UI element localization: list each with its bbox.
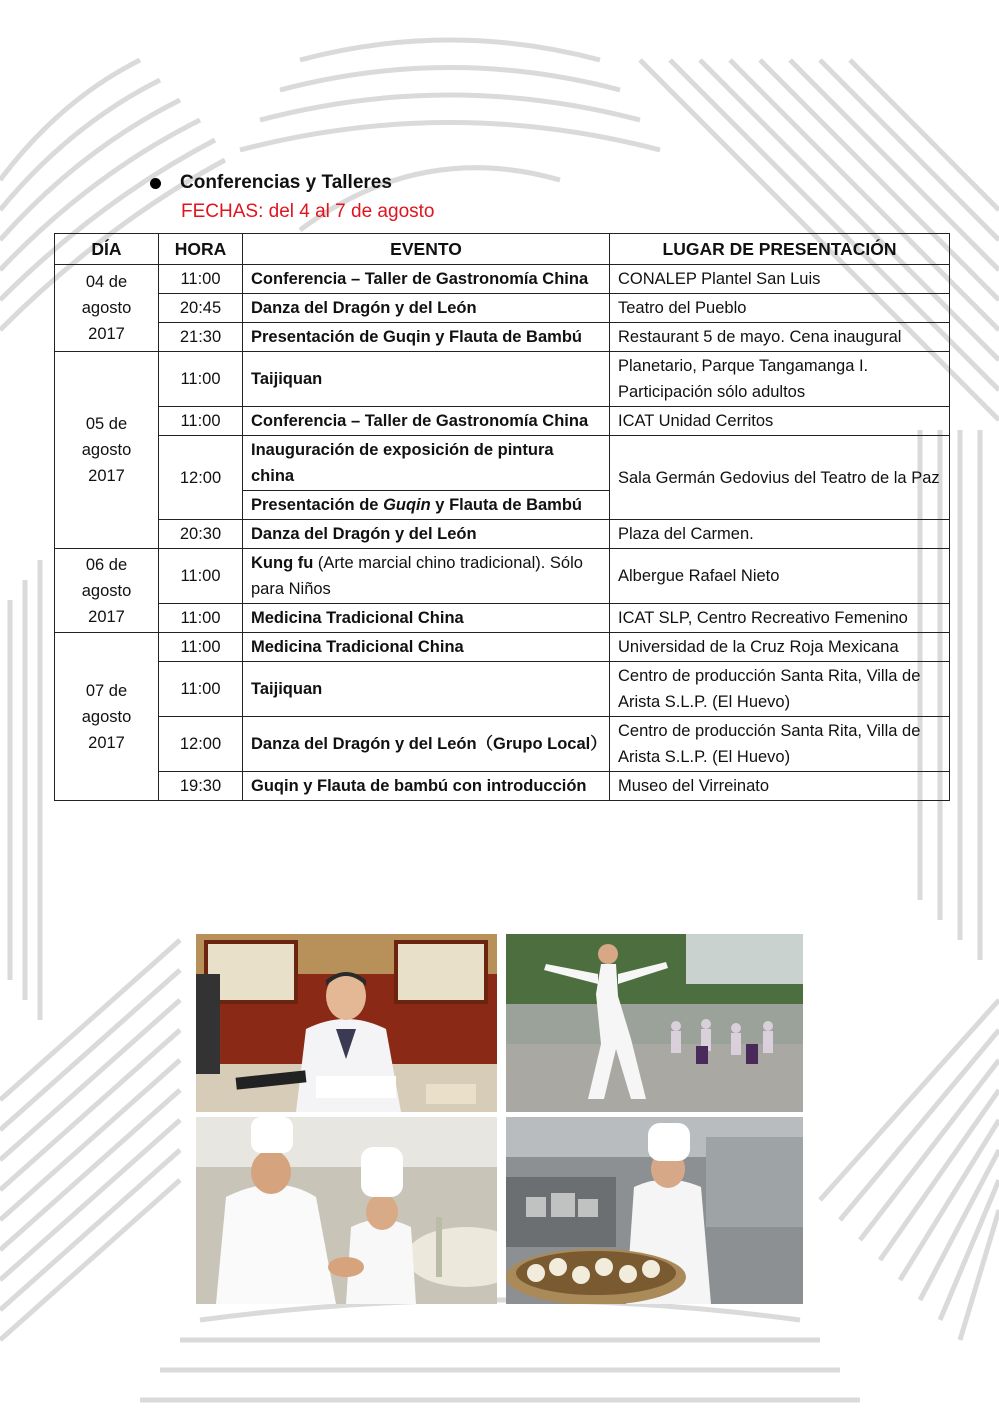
hora-cell: 12:00 xyxy=(159,436,243,520)
day-line: 2017 xyxy=(88,467,125,485)
hora-cell: 20:30 xyxy=(159,520,243,549)
chef-teaching-child-icon xyxy=(196,1117,497,1304)
day-line: 2017 xyxy=(88,607,125,626)
lugar-cell: Museo del Virreinato xyxy=(610,772,950,801)
table-row xyxy=(55,265,950,294)
evento-italic: Guqin xyxy=(383,496,431,514)
day-line: 2017 xyxy=(88,325,125,343)
header-dia: DÍA xyxy=(55,234,159,265)
day-line: 06 de xyxy=(85,555,128,574)
doctor-at-desk-icon xyxy=(196,934,497,1112)
table-header-row xyxy=(55,234,950,265)
table-row xyxy=(55,772,950,801)
evento-post: y Flauta de Bambú xyxy=(430,496,582,514)
table-row xyxy=(55,294,950,323)
schedule-table xyxy=(54,233,950,801)
table-row xyxy=(55,323,950,352)
hora-cell: 20:45 xyxy=(159,294,243,323)
evento-cell: Danza del Dragón y del León xyxy=(243,294,610,323)
evento-cell: Danza del Dragón y del León（Grupo Local） xyxy=(243,717,610,772)
table-row xyxy=(55,549,950,604)
chef-kitchen-photo xyxy=(506,1117,803,1304)
evento-cell: Medicina Tradicional China xyxy=(243,633,610,662)
lugar-cell: Teatro del Pueblo xyxy=(610,294,950,323)
evento-cell: Taijiquan xyxy=(243,352,610,407)
evento-cell: Presentación de Guqin y Flauta de Bambú xyxy=(243,323,610,352)
section-title: Conferencias y Talleres xyxy=(180,172,392,193)
lugar-cell: Restaurant 5 de mayo. Cena inaugural xyxy=(610,323,950,352)
table-row xyxy=(55,662,950,717)
lugar-cell: Albergue Rafael Nieto xyxy=(610,549,950,604)
table-row xyxy=(55,604,950,633)
table-row xyxy=(55,352,950,407)
lugar-cell: Universidad de la Cruz Roja Mexicana xyxy=(610,633,950,662)
day-line: agosto xyxy=(81,581,132,600)
chef-child-photo xyxy=(196,1117,497,1304)
table-row xyxy=(55,633,950,662)
evento-cell: Conferencia – Taller de Gastronomía China xyxy=(243,407,610,436)
lugar-cell: Planetario, Parque Tangamanga I. Participación sólo adultos xyxy=(610,352,950,407)
day-line: agosto xyxy=(81,299,132,317)
hora-cell: 11:00 xyxy=(159,265,243,294)
lugar-cell: CONALEP Plantel San Luis xyxy=(610,265,950,294)
evento-cell: Medicina Tradicional China xyxy=(243,604,610,633)
hora-cell: 11:00 xyxy=(159,662,243,717)
day-line: agosto xyxy=(81,707,132,726)
day-cell-05 xyxy=(55,352,159,549)
chef-in-kitchen-icon xyxy=(506,1117,803,1304)
day-cell-07 xyxy=(55,633,159,801)
evento-cell: Taijiquan xyxy=(243,662,610,717)
header-hora: HORA xyxy=(159,234,243,265)
header-lugar: LUGAR DE PRESENTACIÓN xyxy=(610,234,950,265)
lugar-cell: ICAT SLP, Centro Recreativo Femenino xyxy=(610,604,950,633)
evento-cell: Inauguración de exposición de pintura china xyxy=(243,436,610,491)
evento-bold: Kung fu xyxy=(251,554,314,572)
photo-grid xyxy=(196,934,803,1304)
hora-cell: 21:30 xyxy=(159,323,243,352)
table-row xyxy=(55,520,950,549)
taichi-photo xyxy=(506,934,803,1112)
day-line: 07 de xyxy=(85,681,128,700)
header-evento: EVENTO xyxy=(243,234,610,265)
table-row xyxy=(55,436,950,491)
lugar-cell: ICAT Unidad Cerritos xyxy=(610,407,950,436)
table-row xyxy=(55,407,950,436)
hora-cell: 11:00 xyxy=(159,633,243,662)
evento-cell: Conferencia – Taller de Gastronomía China xyxy=(243,265,610,294)
day-line: 05 de xyxy=(85,415,128,433)
dates-line: FECHAS: del 4 al 7 de agosto xyxy=(181,201,435,222)
tai-chi-group-icon xyxy=(506,934,803,1112)
lugar-cell: Centro de producción Santa Rita, Villa de Arista S.L.P. (El Huevo) xyxy=(610,662,950,717)
hora-cell: 11:00 xyxy=(159,604,243,633)
hora-cell: 12:00 xyxy=(159,717,243,772)
lugar-cell: Sala Germán Gedovius del Teatro de la Paz xyxy=(610,436,950,520)
lugar-cell: Centro de producción Santa Rita, Villa de Arista S.L.P. (El Huevo) xyxy=(610,717,950,772)
day-line: agosto xyxy=(81,441,132,459)
evento-cell: Danza del Dragón y del León xyxy=(243,520,610,549)
evento-cell xyxy=(243,491,610,520)
day-line: 2017 xyxy=(88,733,125,752)
bullet-icon xyxy=(150,178,161,189)
table-row xyxy=(55,717,950,772)
hora-cell: 11:00 xyxy=(159,407,243,436)
lugar-cell: Plaza del Carmen. xyxy=(610,520,950,549)
day-cell-06 xyxy=(55,549,159,633)
evento-note: (Arte marcial chino tradicional). Sólo para Niños xyxy=(251,554,583,598)
evento-cell: Guqin y Flauta de bambú con introducción xyxy=(243,772,610,801)
evento-pre: Presentación de xyxy=(251,496,384,514)
section-heading-row xyxy=(150,168,392,198)
hora-cell: 11:00 xyxy=(159,352,243,407)
hora-cell: 19:30 xyxy=(159,772,243,801)
evento-cell xyxy=(243,549,610,604)
hora-cell: 11:00 xyxy=(159,549,243,604)
day-cell-04 xyxy=(55,265,159,352)
doctor-photo xyxy=(196,934,497,1112)
day-line: 04 de xyxy=(85,273,128,291)
